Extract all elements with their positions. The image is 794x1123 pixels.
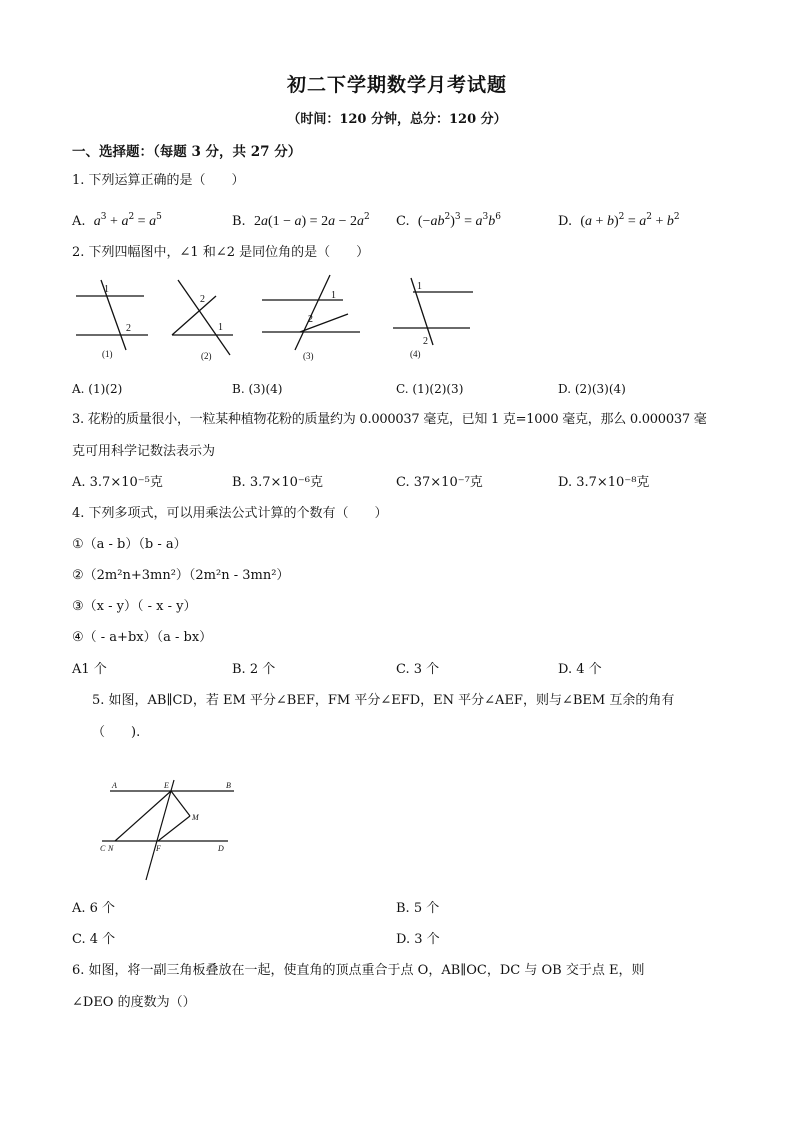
q4-item-4: ④（ - a+bx）（a - bx） [72,630,213,645]
q4-option-c: C. 3 个 [396,662,440,677]
q4-item-3: ③（x - y）（ - x - y） [72,599,197,614]
q4-item-2: ②（2m²n+3mn²）（2m²n - 3mn²） [72,568,290,583]
q1-option-a-formula: $a^3 + a^2 = a^5$ [93,212,162,229]
q5-stem-line1: 5. 如图，AB∥CD，若 EM 平分∠BEF，FM 平分∠EFD，EN 平分∠AEF，则与∠BEM 互余的角有 [92,693,675,708]
q4-option-b: B. 2 个 [232,662,276,677]
q2-option-c: C. (1)(2)(3) [396,382,464,396]
q6-stem-line1: 6. 如图，将一副三角板叠放在一起，使直角的顶点重合于点 O，AB∥OC，DC 与 OB 交于点 E，则 [72,963,645,978]
q1-option-d [558,208,680,231]
q3-stem-line1: 3. 花粉的质量很小，一粒某种植物花粉的质量约为 0.000037 毫克，已知 1 克=1000 毫克，那么 0.000037 毫 [72,412,707,427]
q4-stem: 4. 下列多项式，可以用乘法公式计算的个数有（ ） [72,506,388,521]
q5-line-em [171,791,190,816]
q5-label-m: M [192,813,199,822]
q2-fig2-line [178,280,230,355]
q2-fig3-caption: (3) [303,351,314,361]
q2-stem: 2. 下列四幅图中，∠1 和∠2 是同位角的是（ ） [72,245,370,260]
q2-fig1-angle1: 1 [104,284,109,295]
q5-option-b: B. 5 个 [396,901,440,916]
q1-option-c-formula: $(-ab^2)^3 = a^3b^6$ [417,212,501,229]
q3-option-a: A. 3.7×10⁻⁵克 [72,475,163,490]
q1-option-b [232,208,370,231]
q2-fig4-caption: (4) [410,349,421,359]
q1-option-b-formula: $2a(1 - a) = 2a - 2a^2$ [253,212,370,229]
q2-fig3-transversal [295,275,330,350]
q5-option-d: D. 3 个 [396,932,440,947]
q5-option-a: A. 6 个 [72,901,116,916]
q1-option-c [396,208,501,231]
section-heading: 一、选择题：（每题 3 分，共 27 分） [72,144,302,160]
q2-fig3-angle1: 1 [331,290,336,301]
q5-label-n: N [108,844,114,853]
page-subtitle: （时间：120 分钟，总分：120 分） [287,112,507,127]
page-title: 初二下学期数学月考试题 [286,74,507,96]
q3-option-d: D. 3.7×10⁻⁸克 [558,475,650,490]
q2-fig2-line [172,296,216,335]
q5-stem-line2: （ ). [92,725,141,740]
q2-fig4-angle1: 1 [417,281,422,292]
q1-stem: 1. 下列运算正确的是（ ） [72,173,245,188]
q1-option-a [72,208,162,231]
q5-line-ef [146,780,174,880]
q1-option-b-label: B. [232,214,246,229]
q2-fig3-angle2: 2 [308,314,313,325]
q5-label-f: F [156,844,161,853]
q2-option-d: D. (2)(3)(4) [558,382,626,396]
q2-fig1-angle2: 2 [126,323,131,334]
q4-item-1: ①（a - b）（b - a） [72,537,187,552]
q6-stem-line2: ∠DEO 的度数为（） [72,995,196,1010]
q5-label-a: A [112,781,117,790]
q1-option-a-label: A. [72,214,86,229]
q2-fig2-caption: (2) [201,351,212,361]
q2-fig2-angle2: 2 [200,294,205,305]
q5-option-c: C. 4 个 [72,932,116,947]
q2-figures [68,270,488,365]
q2-fig4-angle2: 2 [423,336,428,347]
q5-line-en [115,791,171,841]
q2-fig2-angle1: 1 [218,322,223,333]
q4-option-a: A1 个 [72,662,107,677]
q4-option-d: D. 4 个 [558,662,602,677]
q2-option-b: B. (3)(4) [232,382,283,396]
q5-label-d: D [218,844,224,853]
q1-option-c-label: C. [396,214,410,229]
q3-option-b: B. 3.7×10⁻⁶克 [232,475,324,490]
q2-option-a: A. (1)(2) [72,382,123,396]
q1-option-d-label: D. [558,214,573,229]
q3-option-c: C. 37×10⁻⁷克 [396,475,483,490]
q5-label-c: C [100,844,106,853]
q5-label-b: B [226,781,231,790]
q5-figure [96,772,246,887]
q2-fig4-transversal [411,278,433,345]
q5-label-e: E [164,781,169,790]
q2-fig1-caption: (1) [102,349,113,359]
q1-option-d-formula: $(a + b)^2 = a^2 + b^2$ [580,212,680,229]
q3-stem-line2: 克可用科学记数法表示为 [72,444,216,459]
